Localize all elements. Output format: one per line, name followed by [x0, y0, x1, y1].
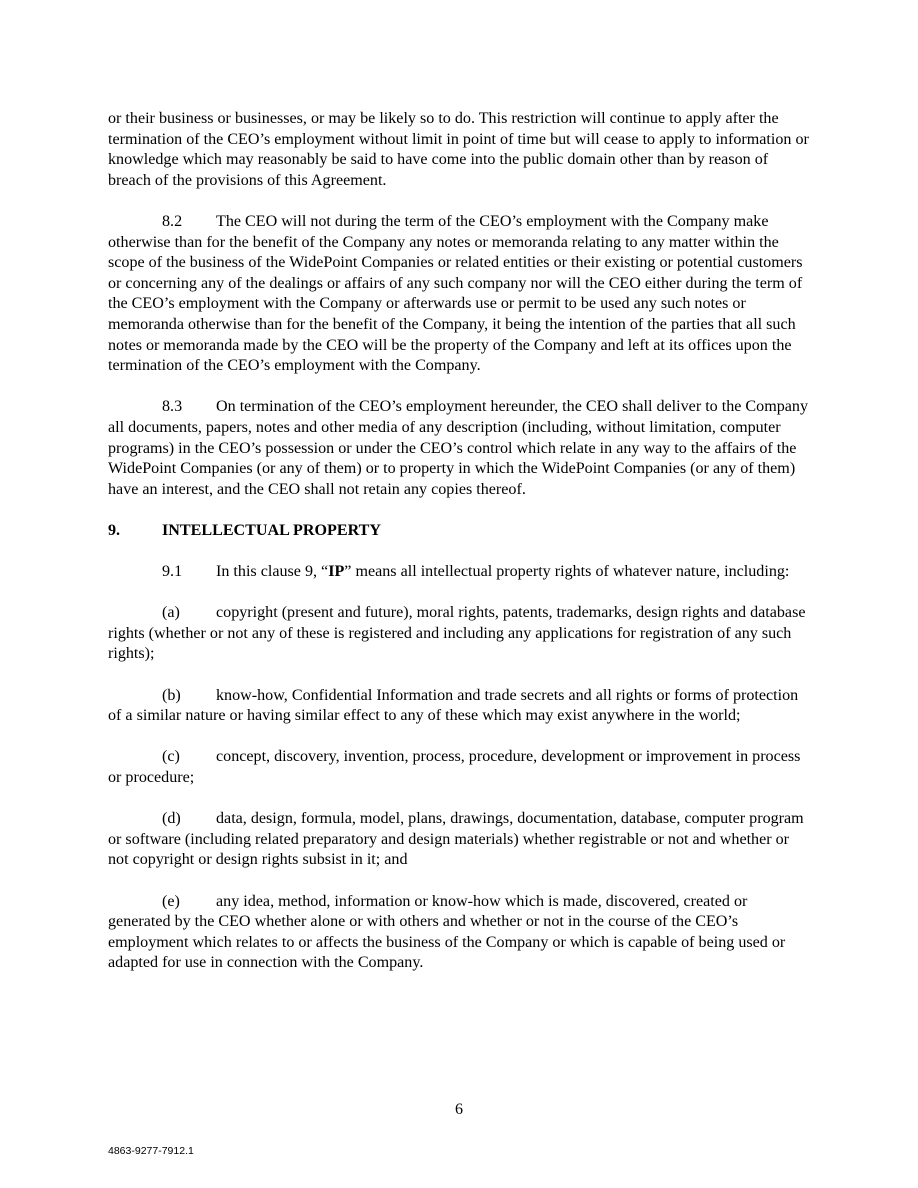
clause-number: 8.3: [162, 398, 183, 416]
section-number: 9.: [108, 521, 121, 539]
subclause-label: (a): [162, 604, 180, 622]
subclause-d: [108, 809, 813, 871]
subclause-label: (e): [162, 892, 180, 910]
section-title: INTELLECTUAL PROPERTY: [162, 521, 381, 539]
subclause-b: [108, 686, 813, 727]
subclause-a: [108, 603, 813, 665]
clause-text: On termination of the CEO’s employment hereunder, the CEO shall deliver to the Company all documents, papers, notes and other media of any description (including, without limitation, computer programs) in the CEO’s possession or under the CEO’s control which relate in any way to the affairs of the WidePoint Companies (or any of them) or to property in which the WidePoint Companies (or any of them) have an interest, and the CEO shall not retain any copies thereof.: [108, 398, 809, 498]
clause-text-after: ” means all intellectual property rights of whatever nature, including:: [344, 563, 790, 581]
subclause-label: (b): [162, 686, 181, 704]
subclause-c: [108, 747, 813, 788]
paragraph-8-3: [108, 397, 813, 500]
page-number: 6: [455, 1101, 463, 1118]
clause-number: 9.1: [162, 563, 183, 581]
subclause-label: (c): [162, 748, 180, 766]
document-body: [108, 109, 813, 995]
defined-term: IP: [328, 563, 345, 581]
paragraph-continuation: or their business or businesses, or may be likely so to do. This restriction will continue to apply after the termination of the CEO’s employment without limit in point of time but will cease to apply to information or knowledge which may reasonably be said to have come into the public domain other than by reason of breach of the provisions of this Agreement.: [108, 110, 809, 189]
clause-number: 8.2: [162, 212, 183, 230]
subclause-label: (d): [162, 810, 181, 828]
section-heading-9: [108, 521, 813, 542]
clause-text-before: In this clause 9, “: [216, 563, 329, 581]
document-id: 4863-9277-7912.1: [108, 1145, 194, 1157]
subclause-text: any idea, method, information or know-how which is made, discovered, created or generated by the CEO whether alone or with others and whether or not in the course of the CEO’s employment which relates to or affects the business of the Company or which is capable of being used or adapted for use in connection with the Company.: [108, 892, 786, 972]
paragraph-8-2: [108, 212, 813, 377]
clause-text: The CEO will not during the term of the CEO’s employment with the Company make otherwise than for the benefit of the Company any notes or memoranda relating to any matter within the scope of the business of the WidePoint Companies or related entities or their existing or potential customers or concerning any of the dealings or affairs of any such company nor will the CEO either during the term of the CEO’s employment with the Company or afterwards use or permit to be used any such notes or memoranda otherwise than for the benefit of the Company, it being the intention of the parties that all such notes or memoranda made by the CEO will be the property of the Company and left at its offices upon the termination of the CEO’s employment with the Company.: [108, 212, 803, 375]
paragraph-9-1: [108, 562, 813, 583]
subclause-text: know-how, Confidential Information and trade secrets and all rights or forms of protection of a similar nature or having similar effect to any of these which may exist anywhere in the world;: [108, 686, 799, 725]
subclause-text: copyright (present and future), moral rights, patents, trademarks, design rights and database rights (whether or not any of these is registered and including any applications for registration of any such rights);: [108, 604, 806, 663]
subclause-text: concept, discovery, invention, process, procedure, development or improvement in process or procedure;: [108, 748, 801, 786]
subclause-e: [108, 892, 813, 974]
subclause-text: data, design, formula, model, plans, drawings, documentation, database, computer program or software (including related preparatory and design materials) whether registrable or not and whether or not copyright or design rights subsist in it; and: [108, 810, 804, 869]
